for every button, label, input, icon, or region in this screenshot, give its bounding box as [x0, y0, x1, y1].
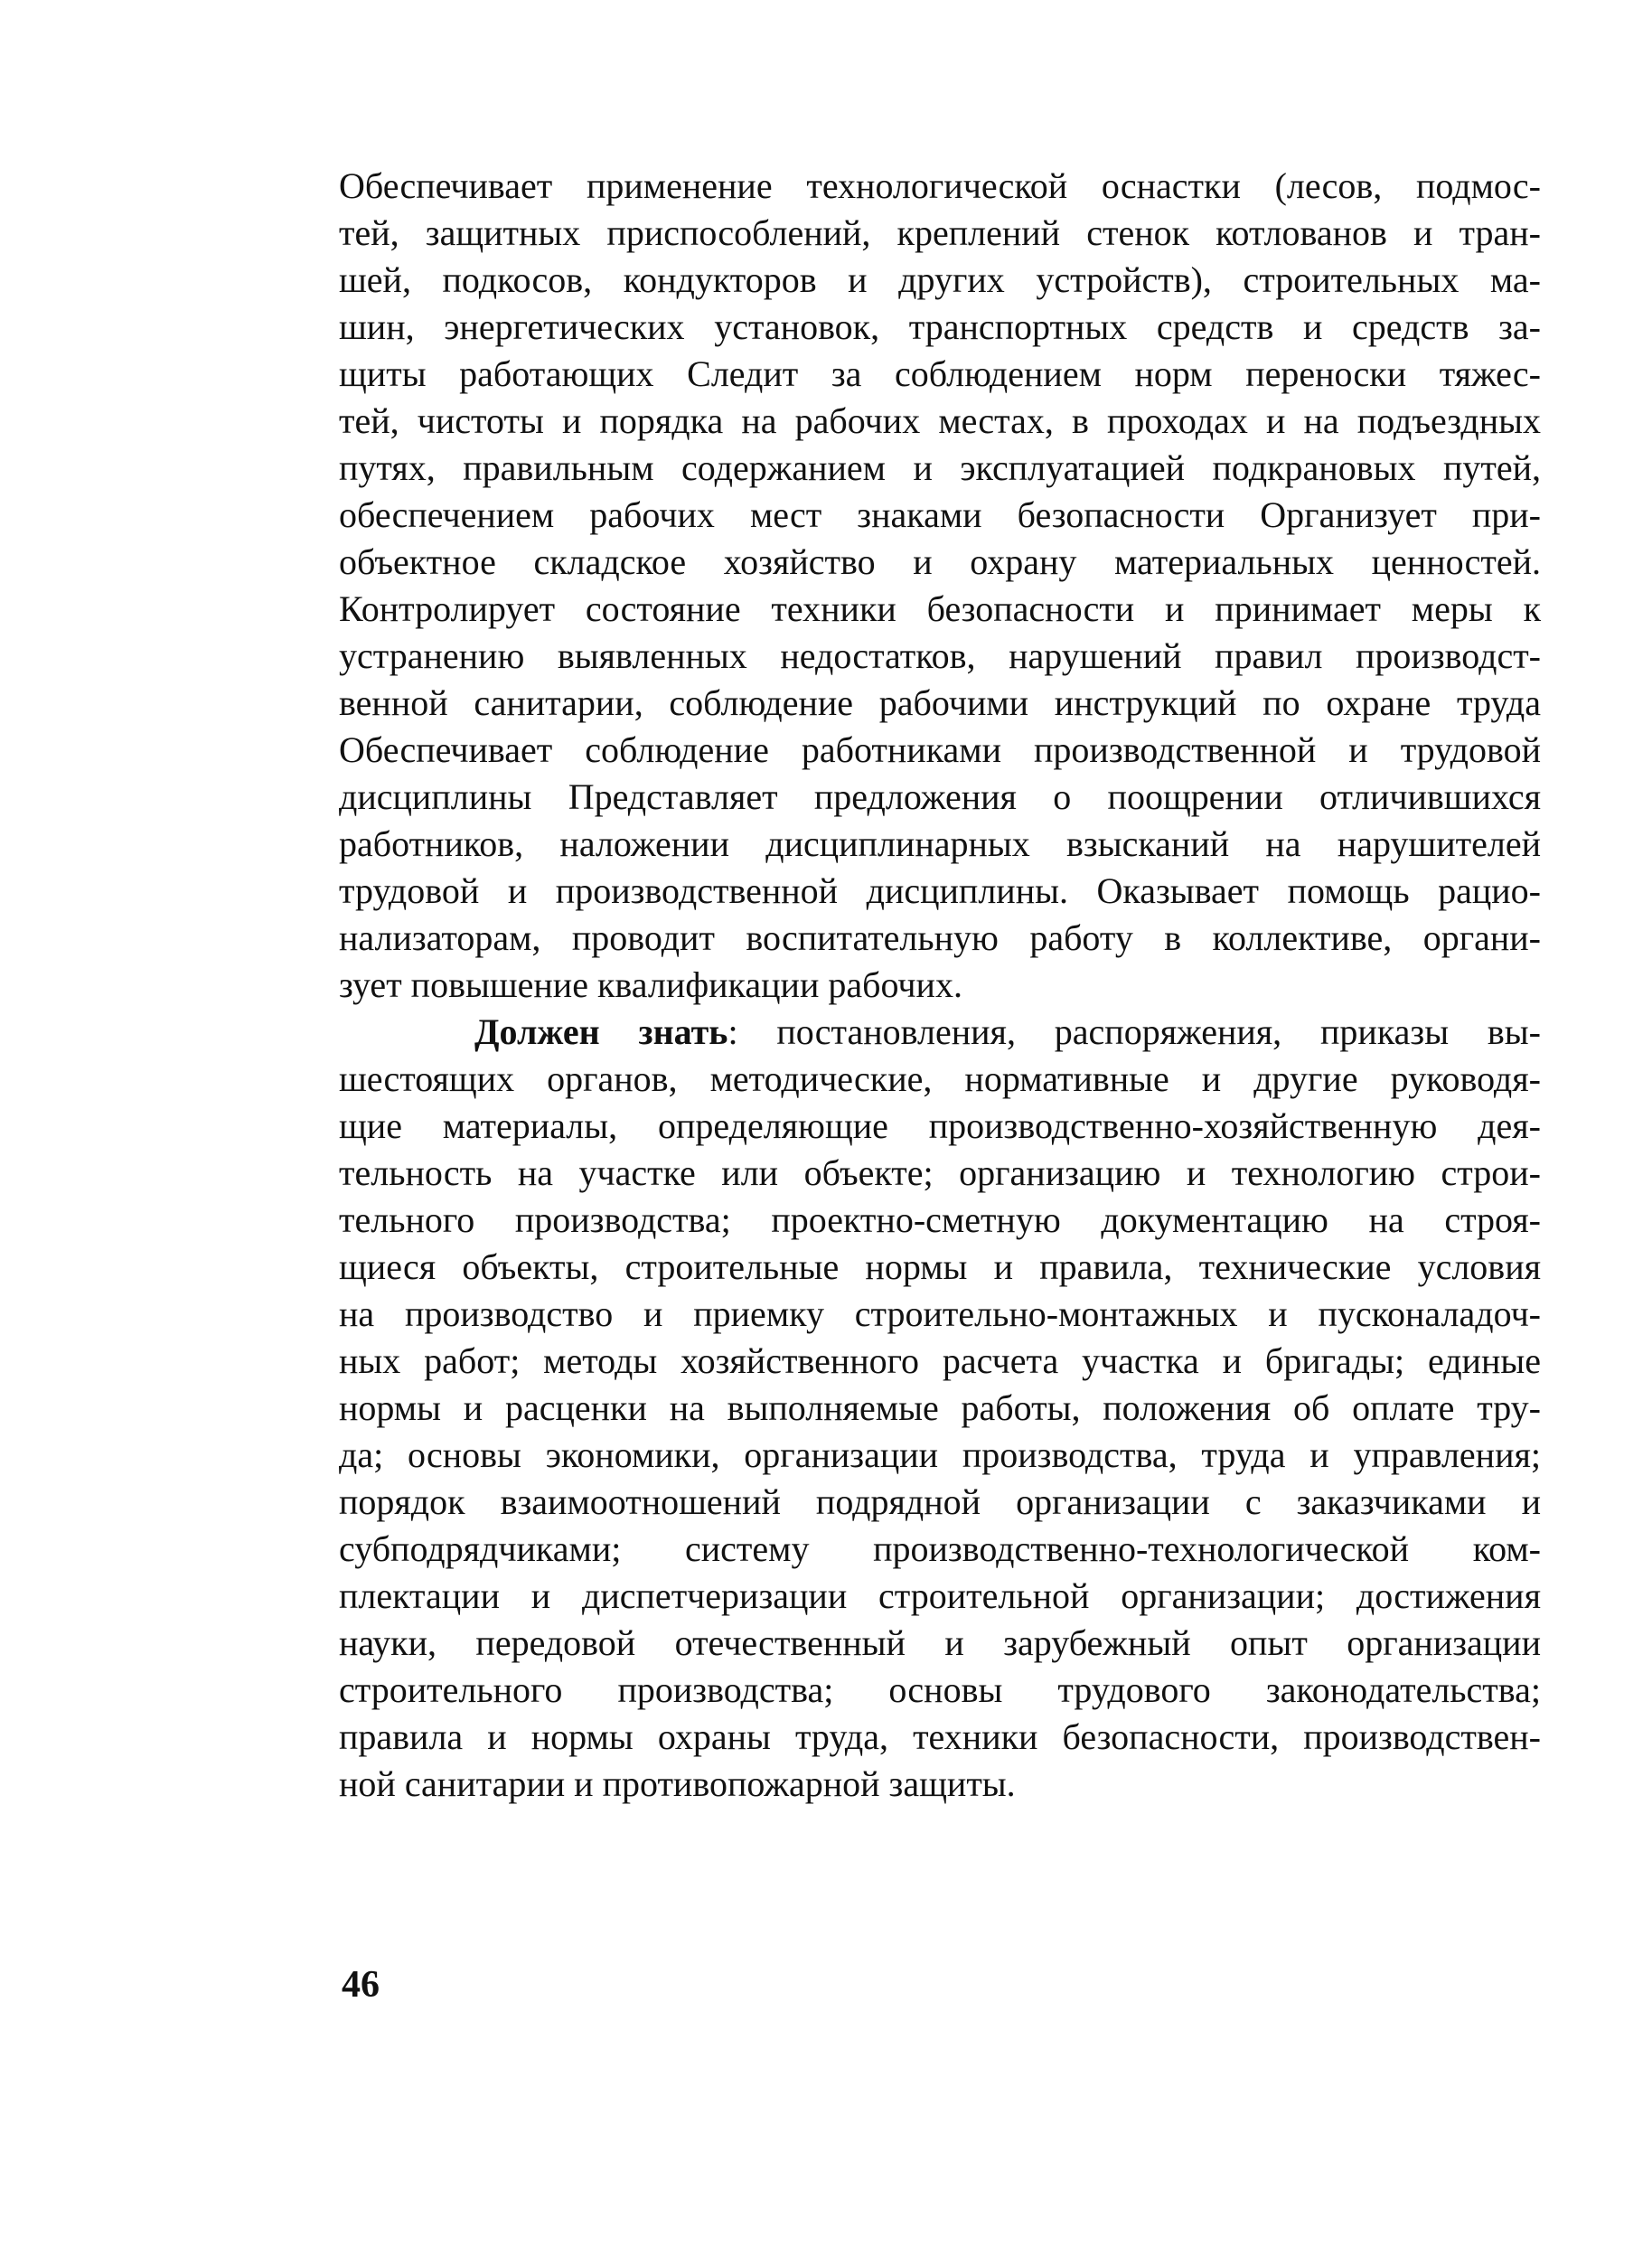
- text-line: зует повышение квалификации рабочих.: [339, 964, 962, 1005]
- text-line: нормы и расценки на выполняемые работы, положения об оплате тру-: [339, 1387, 1541, 1428]
- text-line-first: [339, 1009, 1541, 1056]
- text-line: плектации и диспетчеризации строительной организации; достижения: [339, 1575, 1541, 1616]
- must-know-heading: Должен знать: [474, 1011, 728, 1052]
- text-line: путях, правильным содержанием и эксплуатацией подкрановых путей,: [339, 447, 1541, 488]
- text-line: дисциплины Представляет предложения о поощрении отличившихся: [339, 776, 1541, 817]
- text-line: тей, защитных приспособлений, креплений стенок котлованов и тран-: [339, 212, 1541, 253]
- text-line: Обеспечивает применение технологической оснастки (лесов, подмос-: [339, 165, 1541, 206]
- text-line: порядок взаимоотношений подрядной организации с заказчиками и: [339, 1481, 1541, 1522]
- paragraph-duties: [339, 163, 1541, 1009]
- text-line: шей, подкосов, кондукторов и других устройств), строительных ма-: [339, 259, 1541, 300]
- text-line: устранению выявленных недостатков, нарушений правил производст-: [339, 635, 1541, 676]
- text-line: ной санитарии и противопожарной защиты.: [339, 1763, 1016, 1804]
- text-line: правила и нормы охраны труда, техники безопасности, производствен-: [339, 1716, 1541, 1757]
- text-line: на производство и приемку строительно-монтажных и пусконаладоч-: [339, 1293, 1541, 1334]
- text-line: тельность на участке или объекте; организацию и технологию строи-: [339, 1152, 1541, 1193]
- text-line: щиеся объекты, строительные нормы и правила, технические условия: [339, 1246, 1541, 1287]
- page-number: 46: [342, 1964, 380, 2006]
- text-line: ных работ; методы хозяйственного расчета участка и бригады; единые: [339, 1340, 1541, 1381]
- paragraph-must-know: [339, 1009, 1541, 1808]
- text-line: науки, передовой отечественный и зарубежный опыт организации: [339, 1622, 1541, 1663]
- text-line: венной санитарии, соблюдение рабочими инструкций по охране труда: [339, 682, 1541, 723]
- text-line: обеспечением рабочих мест знаками безопасности Организует при-: [339, 494, 1541, 535]
- text-line: тей, чистоты и порядка на рабочих местах, в проходах и на подъездных: [339, 400, 1541, 441]
- text-line: щиты работающих Следит за соблюдением норм переноски тяжес-: [339, 353, 1541, 394]
- text-line: Контролирует состояние техники безопасности и принимает меры к: [339, 588, 1541, 629]
- text-line-rest: : постановления, распоряжения, приказы вы-: [727, 1011, 1541, 1052]
- text-line: объектное складское хозяйство и охрану материальных ценностей.: [339, 541, 1541, 582]
- text-line: щие материалы, определяющие производственно-хозяйственную дея-: [339, 1105, 1541, 1146]
- text-line: трудовой и производственной дисциплины. Оказывает помощь рацио-: [339, 870, 1541, 911]
- text-line: субподрядчиками; систему производственно-технологической ком-: [339, 1528, 1541, 1569]
- text-line: шестоящих органов, методические, нормативные и другие руководя-: [339, 1058, 1541, 1099]
- text-line: тельного производства; проектно-сметную документацию на строя-: [339, 1199, 1541, 1240]
- text-line: да; основы экономики, организации производства, труда и управления;: [339, 1434, 1541, 1475]
- text-line: работников, наложении дисциплинарных взысканий на нарушителей: [339, 823, 1541, 864]
- text-line: шин, энергетических установок, транспортных средств и средств за-: [339, 306, 1541, 347]
- body-text: [339, 163, 1541, 1808]
- text-line: Обеспечивает соблюдение работниками производственной и трудовой: [339, 729, 1541, 770]
- text-line: нализаторам, проводит воспитательную работу в коллективе, органи-: [339, 917, 1541, 958]
- text-line: строительного производства; основы трудового законодательства;: [339, 1669, 1541, 1710]
